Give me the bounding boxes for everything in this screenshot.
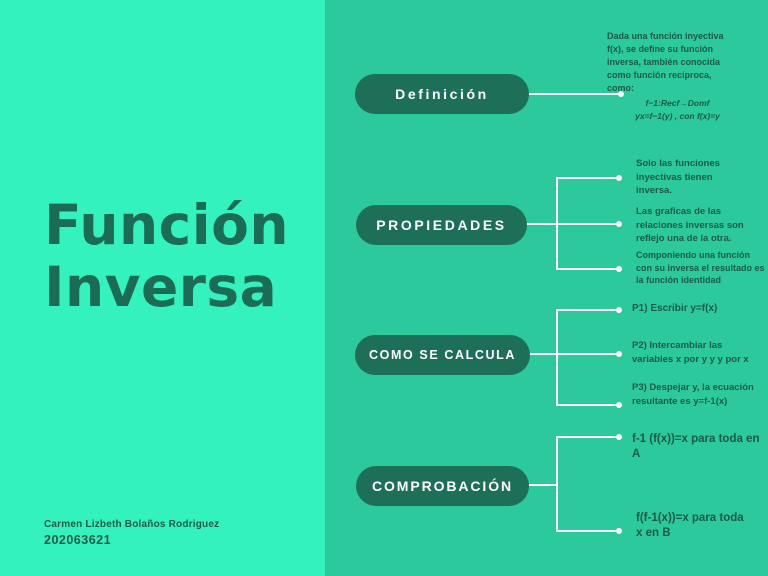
comprobacion-bracket [556, 436, 558, 532]
calcula-dot-1 [616, 307, 622, 313]
definicion-text: Dada una función inyectiva f(x), se define su función inversa, también conocida como función recíproca, como: [607, 31, 724, 93]
propiedades-node: PROPIEDADES [356, 205, 527, 245]
comprobacion-item-1: f-1 (f(x))=x para toda en A [632, 433, 760, 460]
comprobacion-stem [529, 484, 557, 486]
calcula-dot-3 [616, 402, 622, 408]
calcula-branch-1 [556, 309, 619, 311]
propiedades-branch-3 [556, 268, 619, 270]
definicion-formula-1: f−1:Recf→Domf [645, 98, 710, 108]
author-name: Carmen Lizbeth Bolaños Rodriguez [44, 519, 220, 530]
propiedades-branch-1 [556, 177, 619, 179]
definicion-node: Definición [355, 74, 529, 114]
propiedades-item-1: Solo las funciones inyectivas tienen inversa. [636, 158, 720, 196]
calcula-branch-2 [556, 353, 619, 355]
comprobacion-branch-1 [556, 436, 619, 438]
comprobacion-dot-2 [616, 528, 622, 534]
calcula-item-3: P3) Despejar y, la ecuación resultante es y=f-1(x) [632, 382, 754, 407]
calcula-dot-2 [616, 351, 622, 357]
propiedades-branch-2 [556, 223, 619, 225]
propiedades-dot-3 [616, 266, 622, 272]
propiedades-dot-1 [616, 175, 622, 181]
title-line-2: Inversa [44, 255, 278, 319]
propiedades-stem [527, 223, 557, 225]
calcula-bracket [556, 309, 558, 406]
author-block [44, 519, 219, 547]
propiedades-item-2: Las graficas de las relaciones inversas son reflejo una de la otra. [636, 206, 744, 244]
propiedades-dot-2 [616, 221, 622, 227]
main-title [44, 194, 289, 318]
comprobacion-dot-1 [616, 434, 622, 440]
calcula-node: COMO SE CALCULA [355, 335, 530, 375]
author-id: 202063621 [44, 533, 112, 547]
definicion-formula-2: yx=f−1(y) , con f(x)=y [635, 111, 720, 121]
comprobacion-branch-2 [556, 530, 619, 532]
title-line-1: Función [44, 193, 290, 257]
calcula-stem [530, 353, 557, 355]
comprobacion-node: COMPROBACIÓN [356, 466, 529, 506]
calcula-item-2: P2) Intercambiar las variables x por y y y por x [632, 340, 749, 365]
comprobacion-item-2: f(f-1(x))=x para toda x en B [636, 512, 744, 539]
definicion-formula [600, 97, 755, 123]
calcula-item-1: P1) Escribir y=f(x) [632, 303, 718, 314]
calcula-branch-3 [556, 404, 619, 406]
propiedades-item-3: Componiendo una función con su inversa el resultado es la función identidad [636, 250, 765, 285]
